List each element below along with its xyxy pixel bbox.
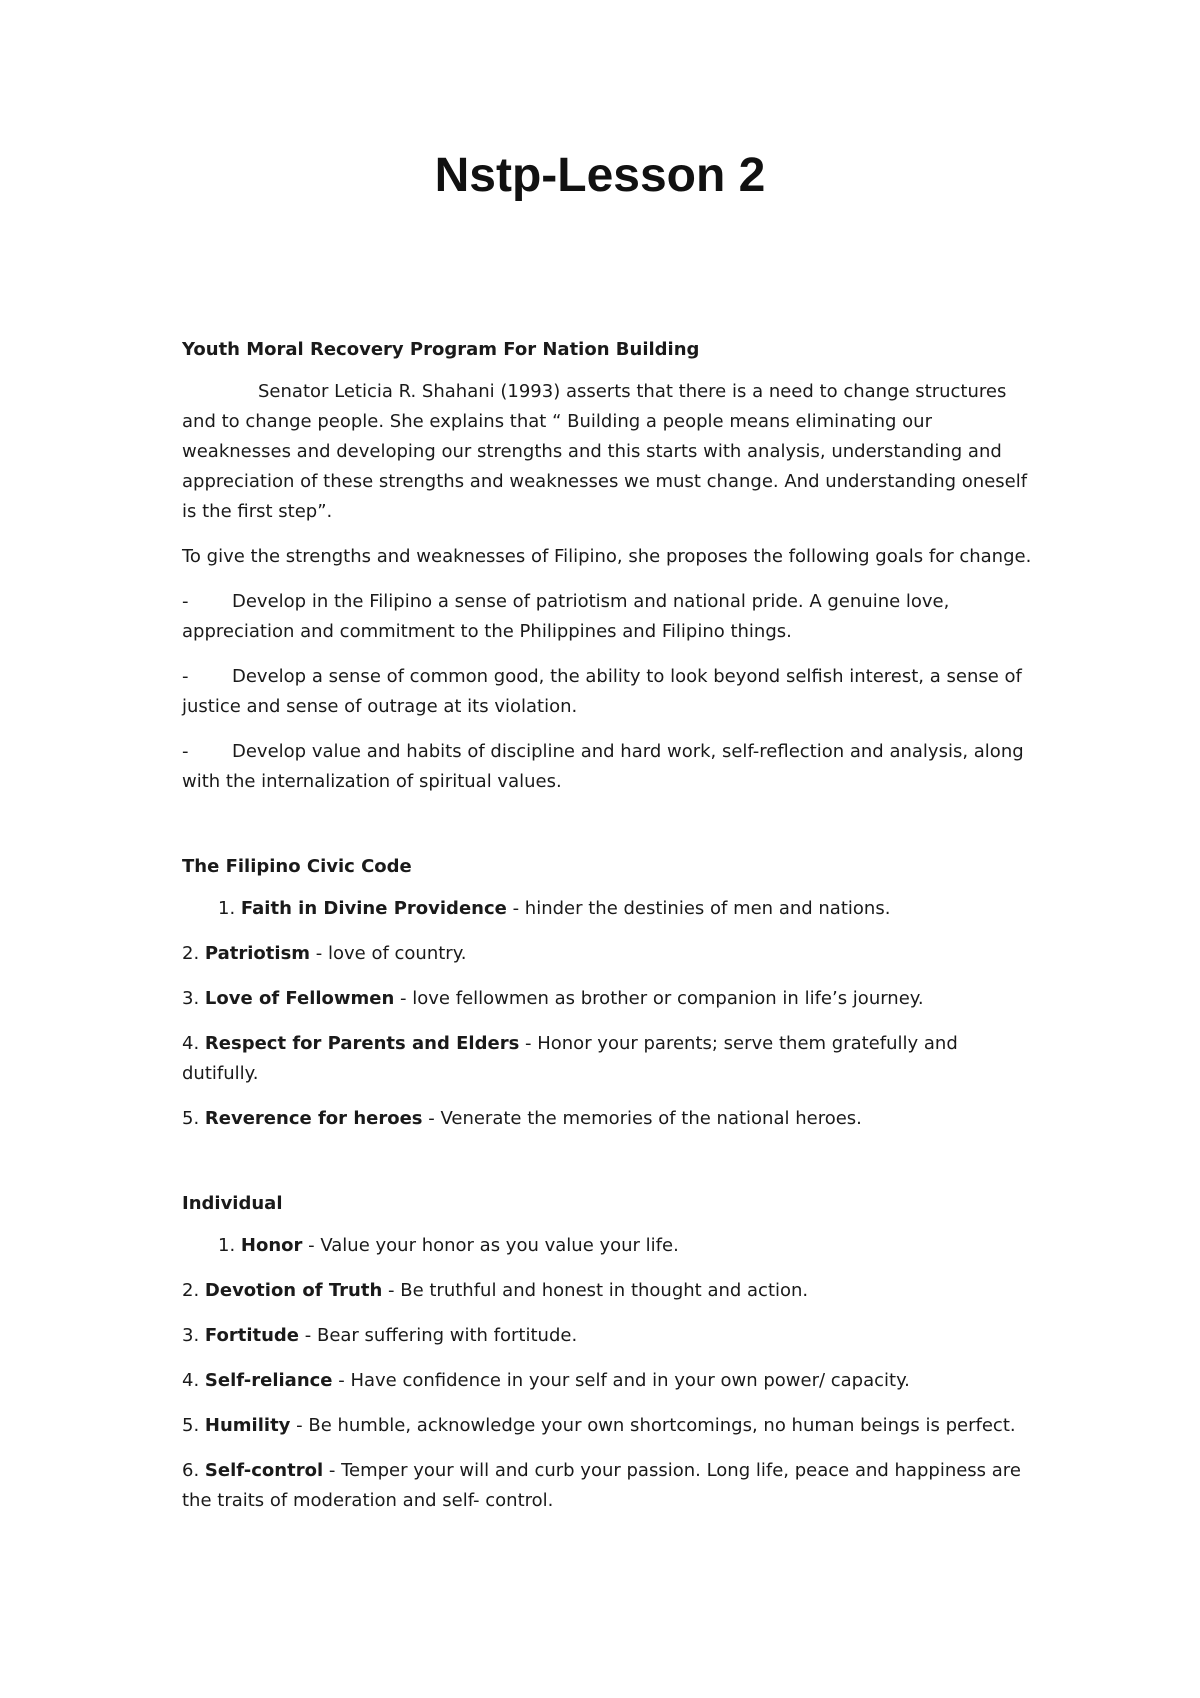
item-term: Devotion of Truth xyxy=(204,1280,383,1301)
individual-item xyxy=(182,1321,1032,1351)
section-heading-civic-code: The Filipino Civic Code xyxy=(182,856,412,877)
item-number: 1. xyxy=(218,1235,236,1256)
item-number: 3. xyxy=(182,1325,200,1346)
document-title: Nstp-Lesson 2 xyxy=(434,149,766,202)
item-description: - love of country. xyxy=(310,943,467,964)
civic-code-item xyxy=(182,894,1032,924)
item-term: Self-control xyxy=(204,1460,324,1481)
item-number: 3. xyxy=(182,988,200,1009)
item-term: Fortitude xyxy=(204,1325,300,1346)
document-body xyxy=(182,335,1032,1531)
dash-bullet: - xyxy=(182,666,189,687)
item-term: Patriotism xyxy=(204,943,311,964)
goal-item xyxy=(182,737,1032,797)
item-description: - Be truthful and honest in thought and action. xyxy=(382,1280,809,1301)
item-description: - Have confidence in your self and in your own power/ capacity. xyxy=(332,1370,910,1391)
section-heading-youth-moral-recovery: Youth Moral Recovery Program For Nation Building xyxy=(182,339,700,360)
item-number: 4. xyxy=(182,1370,200,1391)
item-term: Respect for Parents and Elders xyxy=(204,1033,520,1054)
section-heading-individual: Individual xyxy=(182,1193,283,1214)
item-number: 4. xyxy=(182,1033,200,1054)
item-term: Love of Fellowmen xyxy=(204,988,395,1009)
item-term: Honor xyxy=(240,1235,303,1256)
item-term: Reverence for heroes xyxy=(204,1108,423,1129)
individual-item xyxy=(182,1366,1032,1396)
item-description: - Value your honor as you value your life. xyxy=(302,1235,679,1256)
item-description: - hinder the destinies of men and nations. xyxy=(506,898,891,919)
item-description: - love fellowmen as brother or companion in life’s journey. xyxy=(394,988,924,1009)
civic-code-item xyxy=(182,984,1032,1014)
item-description: - Honor your parents; serve them gratefully and dutifully. xyxy=(182,1033,958,1084)
goal-item xyxy=(182,587,1032,647)
paragraph-shahani: Senator Leticia R. Shahani (1993) asserts that there is a need to change structures and to change people. She explains that “ Building a people means eliminating our weaknesses and developing our strengths and this starts with analysis, understanding and appreciation of these strengths and weaknesses we must change. And understanding oneself is the first step”. xyxy=(182,381,1028,522)
dash-bullet: - xyxy=(182,741,189,762)
goal-text: Develop in the Filipino a sense of patriotism and national pride. A genuine love, appreciation and commitment to the Philippines and Filipino things. xyxy=(182,591,950,642)
item-term: Faith in Divine Providence xyxy=(240,898,507,919)
individual-item xyxy=(182,1231,1032,1261)
item-term: Humility xyxy=(204,1415,291,1436)
goal-item xyxy=(182,662,1032,722)
item-term: Self-reliance xyxy=(204,1370,333,1391)
item-number: 2. xyxy=(182,1280,200,1301)
goal-text: Develop a sense of common good, the ability to look beyond selfish interest, a sense of justice and sense of outrage at its violation. xyxy=(182,666,1022,717)
item-number: 5. xyxy=(182,1108,200,1129)
civic-code-item xyxy=(182,1104,1032,1134)
item-number: 1. xyxy=(218,898,236,919)
item-description: - Temper your will and curb your passion. Long life, peace and happiness are the traits of moderation and self- control. xyxy=(182,1460,1021,1511)
item-description: - Venerate the memories of the national heroes. xyxy=(422,1108,862,1129)
goal-text: Develop value and habits of discipline and hard work, self-reflection and analysis, along with the internalization of spiritual values. xyxy=(182,741,1024,792)
paragraph-goals-intro: To give the strengths and weaknesses of Filipino, she proposes the following goals for change. xyxy=(182,546,1032,567)
civic-code-item xyxy=(182,939,1032,969)
item-description: - Bear suffering with fortitude. xyxy=(299,1325,578,1346)
item-number: 2. xyxy=(182,943,200,964)
civic-code-item xyxy=(182,1029,1032,1089)
individual-item xyxy=(182,1456,1032,1516)
item-description: - Be humble, acknowledge your own shortcomings, no human beings is perfect. xyxy=(290,1415,1016,1436)
individual-item xyxy=(182,1411,1032,1441)
item-number: 6. xyxy=(182,1460,200,1481)
individual-item xyxy=(182,1276,1032,1306)
dash-bullet: - xyxy=(182,591,189,612)
item-number: 5. xyxy=(182,1415,200,1436)
